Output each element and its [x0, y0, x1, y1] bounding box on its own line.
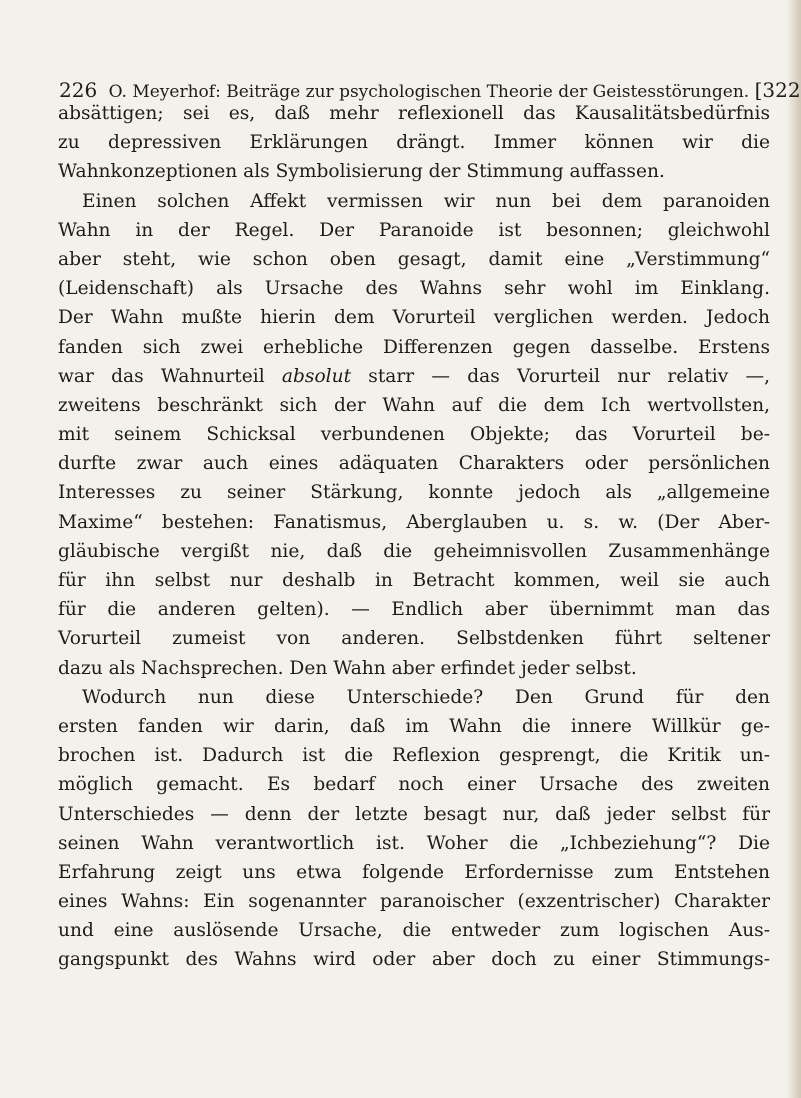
text-line: Maxime“ bestehen: Fanatismus, Aberglauben u. s. w. (Der Aber- — [58, 511, 770, 533]
text-line: Einen solchen Affekt vermissen wir nun bei dem paranoiden — [82, 190, 770, 212]
text-line: absättigen; sei es, daß mehr reflexionell das Kausalitätsbedürfnis — [58, 103, 770, 124]
text-line: dazu als Nachsprechen. Den Wahn aber erfindet jeder selbst. — [58, 657, 637, 679]
text-line: aber steht, wie schon oben gesagt, damit eine „Verstimmung“ — [58, 248, 770, 270]
text-line: mit seinem Schicksal verbundenen Objekte; das Vorurteil be- — [58, 424, 770, 446]
text-fragment: starr — das Vorurteil nur relativ —, — [351, 365, 770, 387]
text-line: fanden sich zwei erhebliche Differenzen gegen dasselbe. Erstens — [58, 336, 770, 358]
text-line: und eine auslösende Ursache, die entweder zum logischen Aus- — [58, 920, 770, 942]
text-line: brochen ist. Dadurch ist die Reflexion gesprengt, die Kritik un- — [58, 745, 770, 767]
italic-word: absolut — [281, 365, 352, 387]
text-line: Unterschiedes — denn der letzte besagt nur, daß jeder selbst für — [58, 803, 770, 825]
text-line: Der Wahn mußte hierin dem Vorurteil verglichen werden. Jedoch — [58, 307, 770, 329]
bracket-ref: [322 — [754, 78, 801, 102]
text-line: zweitens beschränkt sich der Wahn auf die dem Ich wertvollsten, — [58, 394, 770, 416]
text-fragment: war das Wahnurteil — [58, 365, 282, 387]
text-line: für ihn selbst nur deshalb in Betracht kommen, weil sie auch — [58, 570, 770, 591]
text-line: Wahnkonzeptionen als Symbolisierung der Stimmung auffassen. — [58, 161, 665, 183]
text-line: (Leidenschaft) als Ursache des Wahns sehr wohl im Einklang. — [58, 278, 770, 300]
text-line: Wodurch nun diese Unterschiede? Den Grund für den — [82, 686, 770, 708]
page-number: 226 — [59, 78, 98, 102]
text-line: Interesses zu seiner Stärkung, konnte jedoch als „allgemeine — [58, 482, 770, 504]
text-line: für die anderen gelten). — Endlich aber übernimmt man das — [58, 599, 770, 621]
text-line: zu depressiven Erklärungen drängt. Immer können wir die — [58, 132, 770, 154]
text-line-mixed — [58, 362, 770, 391]
text-line: eines Wahns: Ein sogenannter paranoischer (exzentrischer) Charakter — [58, 891, 770, 913]
text-line: Vorurteil zumeist von anderen. Selbstdenken führt seltener — [58, 628, 770, 650]
page-edge-shadow — [787, 0, 801, 1098]
body-text — [58, 99, 770, 975]
text-line: möglich gemacht. Es bedarf noch einer Ursache des zweiten — [58, 774, 770, 796]
text-line: Erfahrung zeigt uns etwa folgende Erfordernisse zum Entstehen — [58, 861, 770, 883]
text-line: seinen Wahn verantwortlich ist. Woher die „Ichbeziehung“? Die — [58, 832, 770, 854]
text-line: Wahn in der Regel. Der Paranoide ist besonnen; gleichwohl — [58, 219, 770, 241]
running-title: O. Meyerhof: Beiträge zur psychologischen Theorie der Geistesstörungen. — [108, 82, 750, 102]
text-line: gläubische vergißt nie, daß die geheimnisvollen Zusammenhänge — [58, 540, 770, 562]
text-line: ersten fanden wir darin, daß im Wahn die innere Willkür ge- — [58, 715, 770, 737]
text-line: gangspunkt des Wahns wird oder aber doch zu einer Stimmungs- — [58, 949, 770, 971]
text-line: durfte zwar auch eines adäquaten Charakters oder persönlichen — [58, 453, 770, 475]
